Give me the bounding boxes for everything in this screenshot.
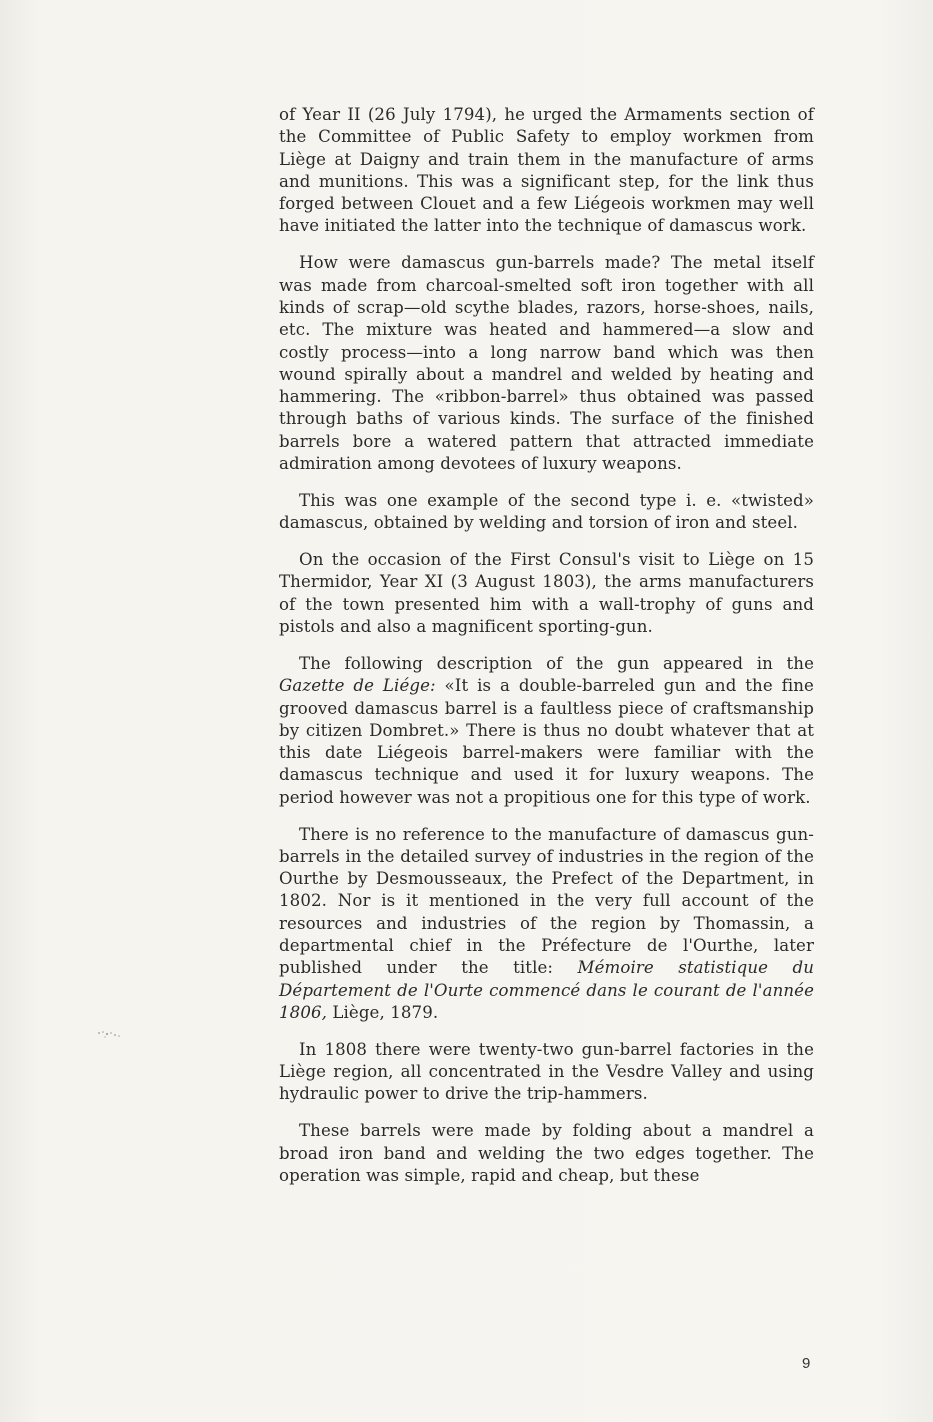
paragraph: This was one example of the second type i. e. «twisted» damascus, obtained by welding and torsion of iron and steel.: [279, 490, 814, 533]
margin-smudge: [96, 1028, 124, 1040]
paragraph: [279, 824, 814, 1025]
text-run: The following description of the gun appeared in the: [299, 653, 814, 673]
page-number: 9: [802, 1355, 811, 1372]
text-run: Liège, 1879.: [327, 1002, 439, 1022]
body-text: [279, 104, 814, 1202]
italic-title: Gazette de Liége:: [279, 676, 436, 696]
paragraph: [279, 653, 814, 809]
paragraph: On the occasion of the First Consul's visit to Liège on 15 Thermidor, Year XI (3 August 1803), the arms manufacturers of the town presented him with a wall-trophy of guns and pistols and also a magnificent sporting-gun.: [279, 550, 814, 637]
paragraph: In 1808 there were twenty-two gun-barrel factories in the Liège region, all concentrated in the Vesdre Valley and using hydraulic power to drive the trip-hammers.: [279, 1039, 814, 1104]
paragraph: How were damascus gun-barrels made? The metal itself was made from charcoal-smelted soft iron together with all kinds of scrap—old scythe blades, razors, horse-shoes, nails, etc. The mixture was heated and hammered—a slow and costly process—into a long narrow band which was then wound spirally about a mandrel and welded by heating and hammering. The «ribbon-barrel» thus obtained was passed through baths of various kinds. The surface of the finished barrels bore a watered pattern that attracted immediate admiration among devotees of luxury weapons.: [279, 253, 814, 474]
text-run: «It is a double-barreled gun and the fine grooved damascus barrel is a faultless piece of craftsmanship by citizen Dombret.» There is thus no doubt whatever that at this date Liégeois barrel-makers were familiar with the damascus technique and used it for luxury weapons. The period however was not a propitious one for this type of work.: [279, 676, 814, 807]
paragraph: of Year II (26 July 1794), he urged the Armaments section of the Committee of Public Safety to employ workmen from Liège at Daigny and train them in the manufacture of arms and munitions. This was a significant step, for the link thus forged between Clouet and a few Liégeois workmen may well have initiated the latter into the technique of damascus work.: [279, 105, 814, 236]
text-run: There is no reference to the manufacture of damascus gun-barrels in the detailed survey of industries in the region of the Ourthe by Desmousseaux, the Prefect of the Department, in 1802. Nor is it mentioned in the very full account of the resources and industries of the region by Thomassin, a departmental chief in the Préfecture de l'Ourthe, later published under the title:: [279, 824, 814, 978]
paragraph: These barrels were made by folding about a mandrel a broad iron band and welding the two edges together. The operation was simple, rapid and cheap, but these: [279, 1121, 814, 1185]
italic-title: Mémoire statistique du Département de l'Ourte commencé dans le courant de l'année 1806,: [279, 958, 815, 1022]
